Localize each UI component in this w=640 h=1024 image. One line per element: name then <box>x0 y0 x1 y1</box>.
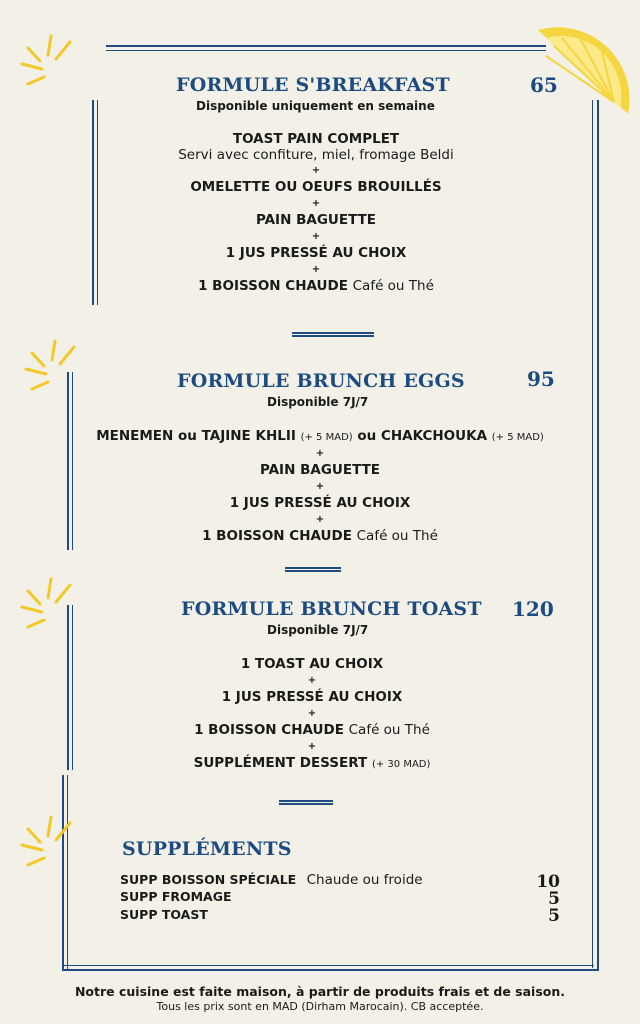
section-title: FORMULE S'BREAKFAST <box>176 74 450 96</box>
section-divider <box>279 800 333 805</box>
item-name-alt: ou CHAKCHOUKA <box>357 428 488 444</box>
supplement-price: 5 <box>548 889 560 909</box>
section-divider <box>292 332 374 337</box>
item-extra: Café ou Thé <box>356 528 438 544</box>
supplement-price: 10 <box>536 872 560 892</box>
plus-sign: + <box>311 165 321 176</box>
item-note: (+ 5 MAD) <box>300 432 353 443</box>
supplement-name: SUPP BOISSON SPÉCIALE <box>120 872 297 887</box>
plus-sign: + <box>315 514 325 525</box>
plus-sign: + <box>311 198 321 209</box>
lemon-slice-icon <box>532 16 632 120</box>
item-extra: Café ou Thé <box>352 278 434 294</box>
menu-item: PAIN BAGUETTE <box>255 212 377 228</box>
menu-item: TOAST PAIN COMPLET <box>232 131 400 147</box>
section-availability: Disponible uniquement en semaine <box>196 99 435 113</box>
footer-payment-info: Tous les prix sont en MAD (Dirham Marocain). CB acceptée. <box>156 1000 484 1013</box>
supplement-row <box>120 872 423 888</box>
supplement-name: SUPP FROMAGE <box>120 889 232 904</box>
section-title: SUPPLÉMENTS <box>122 838 292 860</box>
section-title: FORMULE BRUNCH TOAST <box>181 598 482 620</box>
footer-note: Notre cuisine est faite maison, à partir de produits frais et de saison. <box>74 984 566 999</box>
section-divider <box>285 567 341 572</box>
menu-item <box>32 755 592 773</box>
item-description: Servi avec confiture, miel, fromage Beldi <box>178 147 454 163</box>
item-name: 1 BOISSON CHAUDE <box>202 528 352 544</box>
item-name: 1 BOISSON CHAUDE <box>198 278 348 294</box>
plus-sign: + <box>307 741 317 752</box>
menu-item: 1 JUS PRESSÉ AU CHOIX <box>229 495 411 511</box>
plus-sign: + <box>311 231 321 242</box>
sparkle-icon <box>18 814 78 870</box>
item-note: (+ 5 MAD) <box>491 432 544 443</box>
sparkle-icon <box>22 338 82 394</box>
section-price: 95 <box>527 367 555 391</box>
supplement-name: SUPP TOAST <box>120 907 208 922</box>
menu-item: PAIN BAGUETTE <box>259 462 381 478</box>
menu-item: 1 JUS PRESSÉ AU CHOIX <box>225 245 407 261</box>
menu-item <box>40 428 600 446</box>
section-price: 120 <box>512 597 554 621</box>
supplement-extra: Chaude ou froide <box>306 872 423 888</box>
plus-sign: + <box>315 448 325 459</box>
item-name: MENEMEN ou TAJINE KHLII <box>96 428 296 444</box>
plus-sign: + <box>315 481 325 492</box>
section-availability: Disponible 7J/7 <box>267 623 369 637</box>
sparkle-icon <box>18 33 78 89</box>
item-name: 1 BOISSON CHAUDE <box>194 722 344 738</box>
menu-item: 1 TOAST AU CHOIX <box>240 656 384 672</box>
menu-item: 1 JUS PRESSÉ AU CHOIX <box>221 689 403 705</box>
item-name: SUPPLÉMENT DESSERT <box>193 755 368 771</box>
plus-sign: + <box>307 708 317 719</box>
menu-item <box>32 722 592 739</box>
item-note: (+ 30 MAD) <box>371 759 431 770</box>
supplement-row <box>120 889 232 904</box>
item-extra: Café ou Thé <box>348 722 430 738</box>
plus-sign: + <box>307 675 317 686</box>
section-availability: Disponible 7J/7 <box>267 395 369 409</box>
plus-sign: + <box>311 264 321 275</box>
menu-item <box>36 278 596 295</box>
sparkle-icon <box>18 576 78 632</box>
menu-item: OMELETTE OU OEUFS BROUILLÉS <box>190 179 442 195</box>
section-title: FORMULE BRUNCH EGGS <box>177 370 465 392</box>
supplement-price: 5 <box>548 906 560 926</box>
supplement-row <box>120 907 208 922</box>
menu-item <box>40 528 600 545</box>
section-price: 65 <box>530 73 558 97</box>
